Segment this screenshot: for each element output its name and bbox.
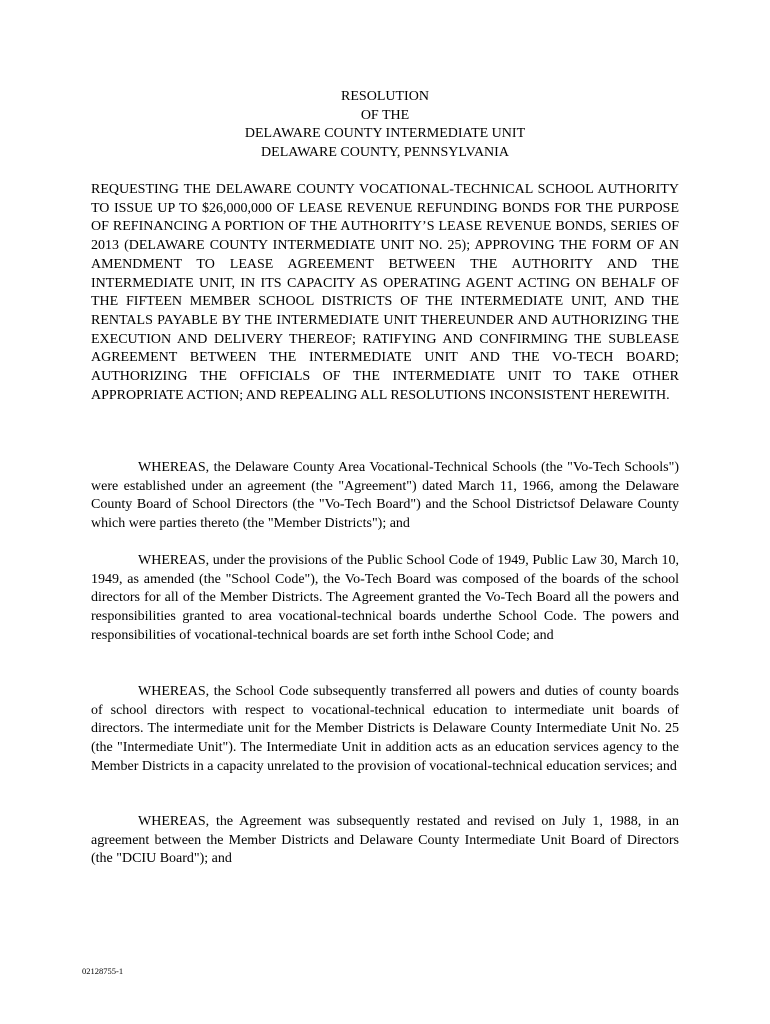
whereas-paragraph-3: WHEREAS, the School Code subsequently transferred all powers and duties of county boards of school directors with respect to vocational-technical education to intermediate unit boards of directors. The intermediate unit for the Member Districts is Delaware County Intermediate Unit No. 25 (the "Intermediate Unit"). The Intermediate Unit in addition acts as an education services agency to the Member Districts in a capacity unrelated to the provision of vocational-technical education services; and (91, 684, 679, 774)
whereas-paragraph-1: WHEREAS, the Delaware County Area Vocational-Technical Schools (the "Vo-Tech Schools") were established under an agreement (the "Agreement") dated March 11, 1966, among the Delaware County Board of School Directors (the "Vo-Tech Board") and the School Districtsof Delaware County which were parties thereto (the "Member Districts"); and (91, 460, 679, 532)
title-line-organization: DELAWARE COUNTY INTERMEDIATE UNIT (244, 126, 526, 141)
document-id-footer: 02128755-1 (82, 966, 124, 976)
whereas-paragraph-2: WHEREAS, under the provisions of the Public School Code of 1949, Public Law 30, March 10, 1949, as amended (the "School Code"), the Vo-Tech Board was composed of the boards of the school directors for all of the Member Districts. The Agreement granted the Vo-Tech Board all the powers and responsibilities granted to area vocational-technical boards underthe School Code. The powers and responsibilities of vocational-technical boards are set forth inthe School Code; and (91, 553, 679, 643)
title-line-of-the: OF THE (360, 107, 410, 123)
title-line-resolution: RESOLUTION (341, 89, 429, 104)
title-line-location: DELAWARE COUNTY, PENNSYLVANIA (261, 144, 509, 160)
whereas-paragraph-4: WHEREAS, the Agreement was subsequently restated and revised on July 1, 1988, in an agreement between the Member Districts and Delaware County Intermediate Unit Board of Directors (the "DCIU Board"); and (91, 814, 679, 867)
resolution-heading: REQUESTING THE DELAWARE COUNTY VOCATIONAL-TECHNICAL SCHOOL AUTHORITY TO ISSUE UP TO $26,000,000 OF LEASE REVENUE REFUNDING BONDS FOR THE PURPOSE OF REFINANCING A PORTION OF THE AUTHORITY’S LEASE REVENUE BONDS, SERIES OF 2013 (DELAWARE COUNTY INTERMEDIATE UNIT NO. 25); APPROVING THE FORM OF AN AMENDMENT TO LEASE AGREEMENT BETWEEN THE AUTHORITY AND THE INTERMEDIATE UNIT, IN ITS CAPACITY AS OPERATING AGENT ACTING ON BEHALF OF THE FIFTEEN MEMBER SCHOOL DISTRICTS OF THE INTERMEDIATE UNIT, AND THE RENTALS PAYABLE BY THE INTERMEDIATE UNIT THEREUNDER AND AUTHORIZING THE EXECUTION AND DELIVERY THEREOF; RATIFYING AND CONFIRMING THE SUBLEASE AGREEMENT BETWEEN THE INTERMEDIATE UNIT AND THE VO-TECH BOARD; AUTHORIZING THE OFFICIALS OF THE INTERMEDIATE UNIT TO TAKE OTHER APPROPRIATE ACTION; AND REPEALING ALL RESOLUTIONS INCONSISTENT HEREWITH. (91, 182, 679, 403)
resolution-title (0, 88, 770, 162)
